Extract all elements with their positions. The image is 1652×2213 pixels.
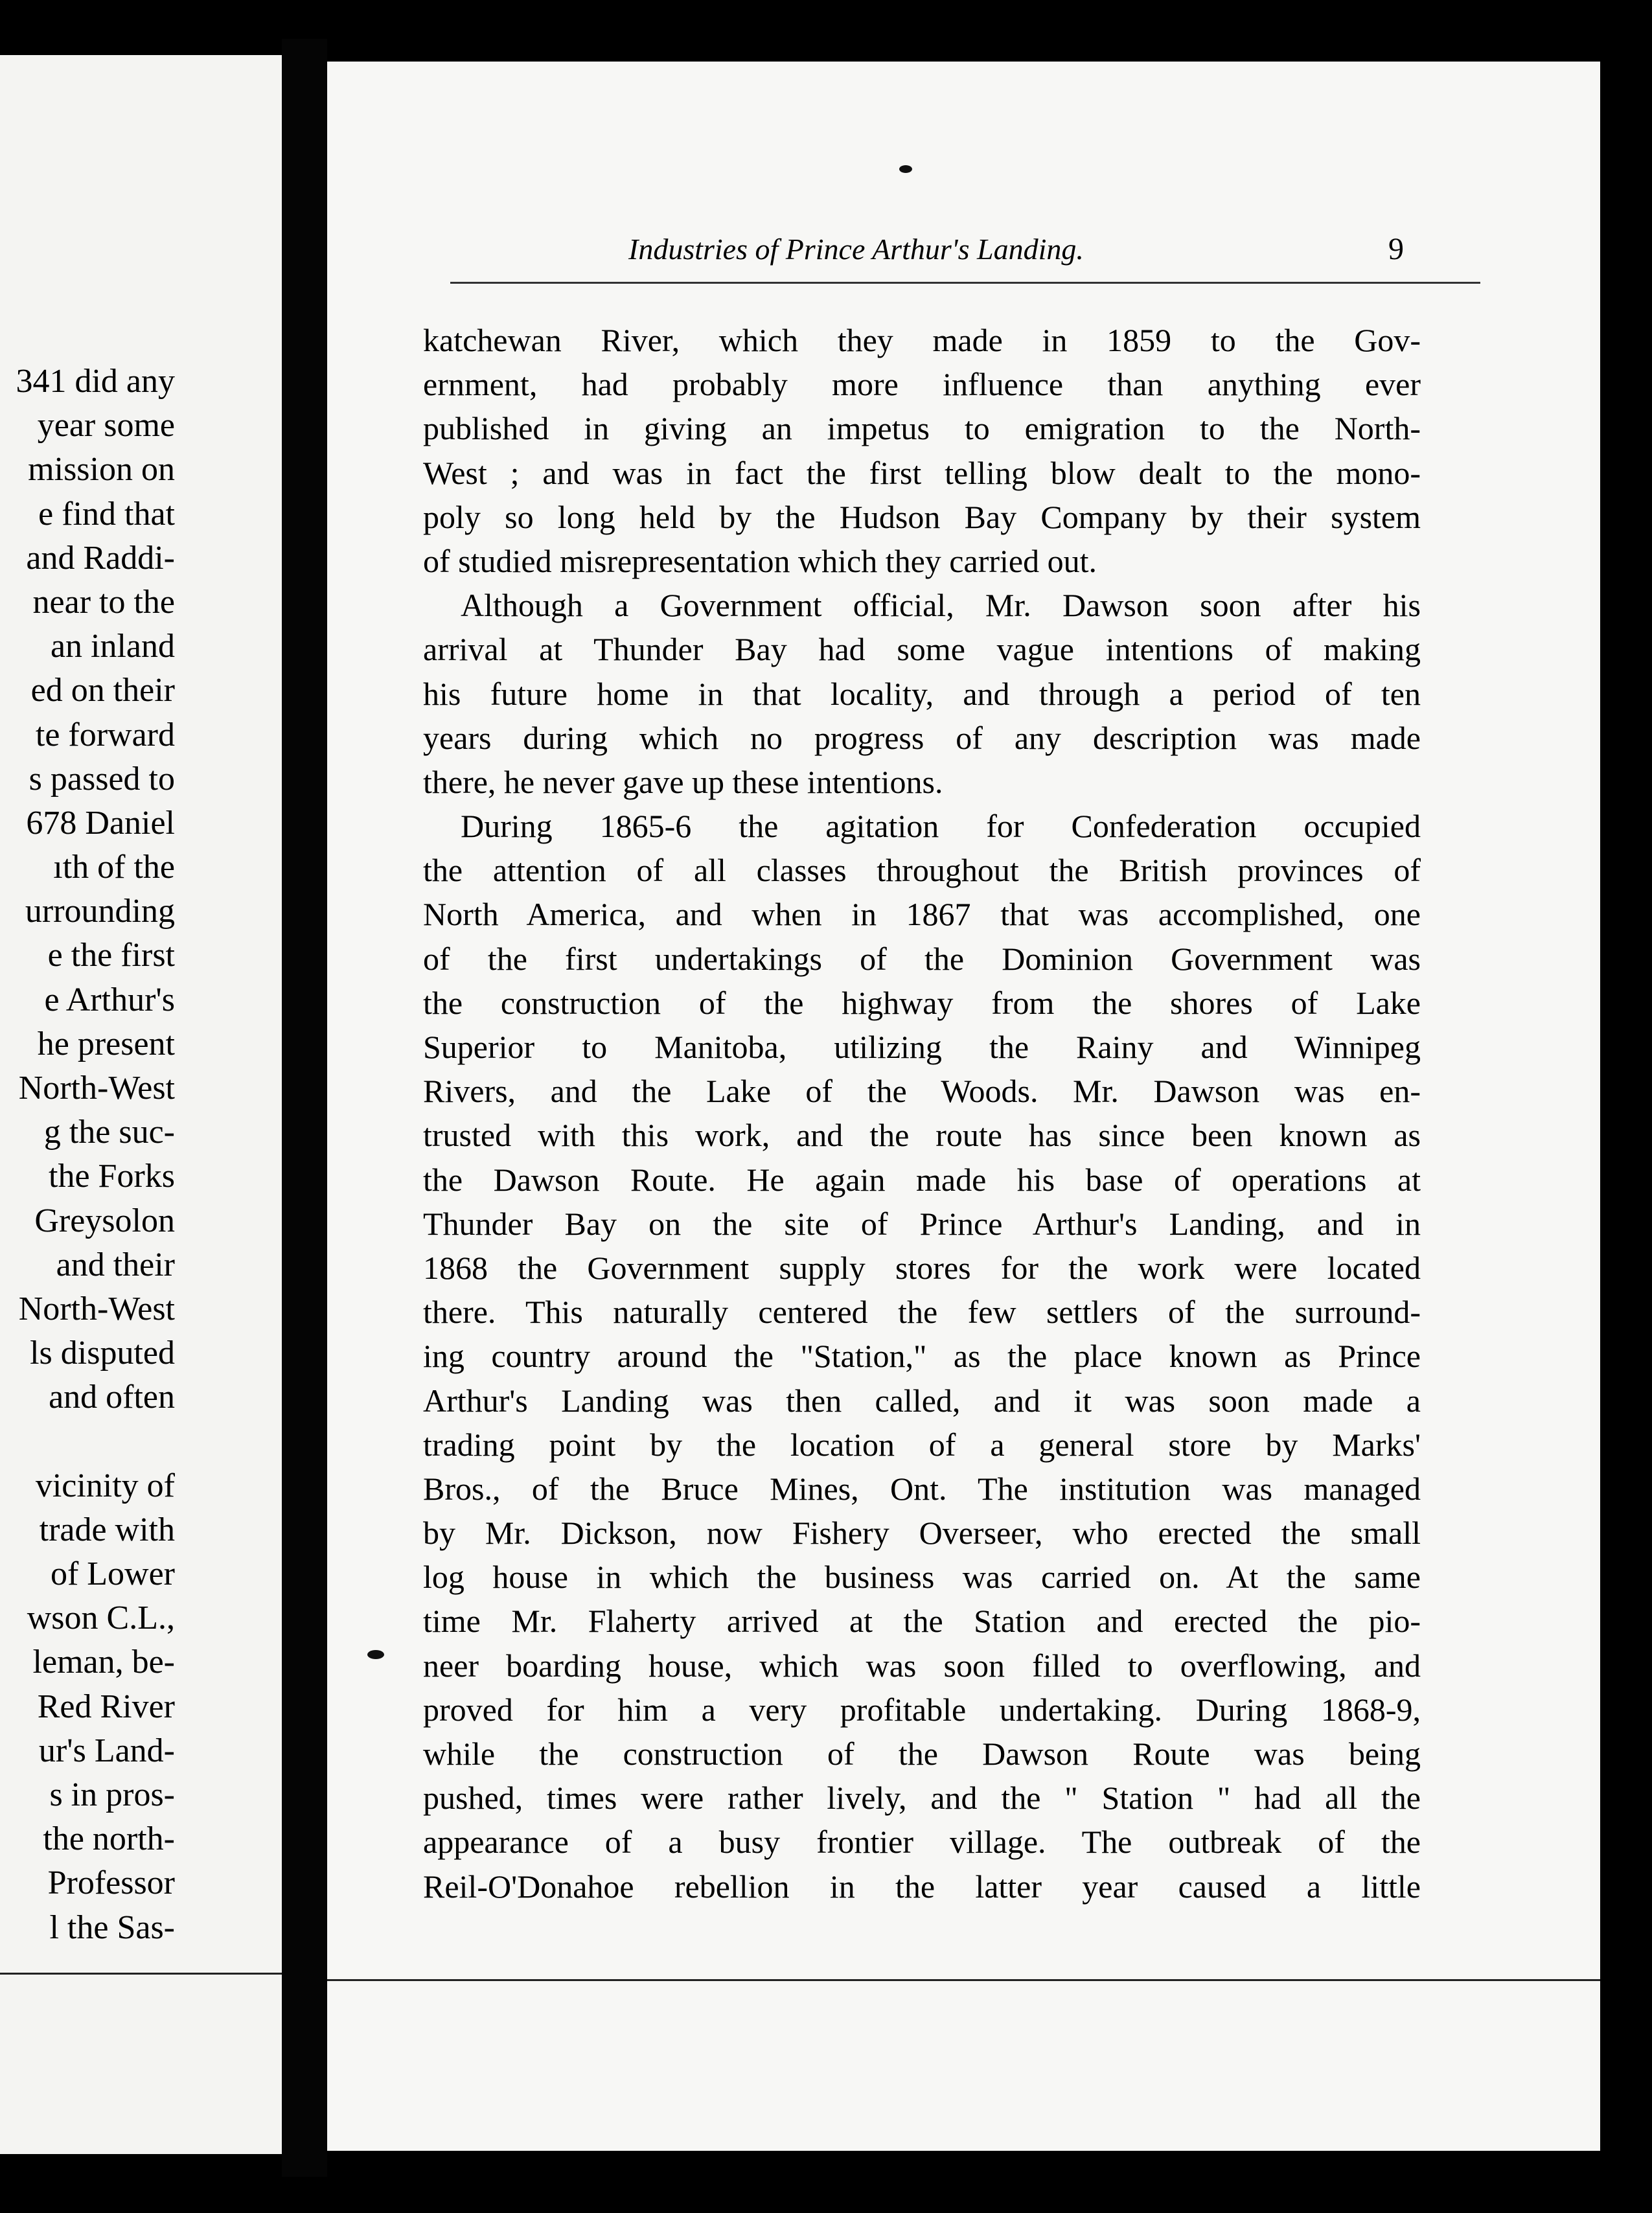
- body-line: poly so long held by the Hudson Bay Company by their system: [423, 498, 1421, 535]
- previous-page-line: 341 did any: [16, 363, 175, 400]
- page-header: [327, 224, 1600, 275]
- body-text: [423, 318, 1421, 1909]
- previous-page-line: the Forks: [49, 1158, 175, 1195]
- previous-page-line: North-West: [18, 1290, 175, 1327]
- body-line: of the first undertakings of the Dominion Government was: [423, 940, 1421, 977]
- previous-page-line: ed on their: [30, 672, 175, 709]
- previous-page-line: e Arthur's: [44, 981, 175, 1018]
- body-line: Although a Government official, Mr. Dawson soon after his: [461, 587, 1421, 624]
- page-number: 9: [1388, 232, 1404, 266]
- body-line: log house in which the business was carried on. At the same: [423, 1559, 1421, 1596]
- body-line: there. This naturally centered the few settlers of the surround-: [423, 1294, 1421, 1331]
- book-gutter: [282, 39, 327, 2177]
- body-line: trusted with this work, and the route has since been known as: [423, 1117, 1421, 1154]
- body-line: while the construction of the Dawson Route was being: [423, 1736, 1421, 1772]
- body-line: published in giving an impetus to emigration to the North-: [423, 410, 1421, 447]
- previous-page-line: e find that: [38, 495, 175, 533]
- body-line: Bros., of the Bruce Mines, Ont. The institution was managed: [423, 1470, 1421, 1507]
- previous-page-line: ur's Land-: [38, 1732, 175, 1769]
- body-line: Rivers, and the Lake of the Woods. Mr. Dawson was en-: [423, 1073, 1421, 1110]
- previous-page-fragment: [0, 55, 282, 2154]
- body-line: Arthur's Landing was then called, and it was soon made a: [423, 1382, 1421, 1419]
- previous-page-text: [0, 360, 175, 1950]
- previous-page-line: North-West: [18, 1070, 175, 1106]
- previous-page-line: and often: [49, 1379, 175, 1416]
- previous-page-line: vicinity of: [35, 1467, 175, 1504]
- previous-page-line: and their: [56, 1246, 175, 1283]
- previous-page-line: g the suc-: [43, 1114, 175, 1151]
- previous-page-line: s passed to: [29, 760, 175, 797]
- body-line: his future home in that locality, and through a period of ten: [423, 675, 1421, 712]
- previous-page-line: [0, 1420, 175, 1464]
- body-line: appearance of a busy frontier village. The outbreak of the: [423, 1824, 1421, 1861]
- previous-page-bottom-rule: [0, 1973, 282, 1975]
- previous-page-line: urrounding: [25, 893, 175, 930]
- body-line: time Mr. Flaherty arrived at the Station and erected the pio-: [423, 1603, 1421, 1640]
- previous-page-line: an inland: [50, 628, 175, 665]
- body-line: 1868 the Government supply stores for the work were located: [423, 1249, 1421, 1286]
- body-line: there, he never gave up these intentions.: [423, 763, 943, 800]
- running-title: Industries of Prince Arthur's Landing.: [628, 233, 1084, 266]
- ink-speck-top: [899, 165, 912, 173]
- body-line: trading point by the location of a general store by Marks': [423, 1426, 1421, 1463]
- previous-page-line: l the Sas-: [49, 1909, 175, 1946]
- previous-page-line: te forward: [35, 716, 175, 753]
- current-page: [327, 62, 1600, 2151]
- previous-page-line: mission on: [28, 451, 175, 488]
- previous-page-line: Red River: [37, 1688, 175, 1725]
- body-line: of studied misrepresentation which they carried out.: [423, 542, 1097, 579]
- previous-page-line: 678 Daniel: [26, 804, 175, 842]
- previous-page-line: trade with: [39, 1511, 175, 1548]
- header-rule: [450, 282, 1480, 284]
- previous-page-line: ıth of the: [53, 849, 175, 886]
- previous-page-line: of Lower: [50, 1555, 175, 1593]
- body-line: Reil-O'Donahoe rebellion in the latter year caused a little: [423, 1868, 1421, 1905]
- previous-page-line: near to the: [32, 583, 175, 621]
- body-line: North America, and when in 1867 that was accomplished, one: [423, 896, 1421, 933]
- previous-page-line: leman, be-: [32, 1644, 175, 1681]
- body-line: Superior to Manitoba, utilizing the Rainy and Winnipeg: [423, 1029, 1421, 1065]
- body-line: the Dawson Route. He again made his base of operations at: [423, 1161, 1421, 1198]
- body-line: the attention of all classes throughout the British provinces of: [423, 852, 1421, 889]
- body-line: During 1865-6 the agitation for Confederation occupied: [461, 808, 1421, 845]
- body-line: proved for him a very profitable undertaking. During 1868-9,: [423, 1691, 1421, 1728]
- previous-page-line: ls disputed: [30, 1335, 175, 1372]
- previous-page-line: Greysolon: [34, 1202, 175, 1239]
- body-line: by Mr. Dickson, now Fishery Overseer, who erected the small: [423, 1515, 1421, 1552]
- body-line: arrival at Thunder Bay had some vague intentions of making: [423, 631, 1421, 668]
- body-line: years during which no progress of any description was made: [423, 719, 1421, 756]
- previous-page-line: year some: [37, 407, 175, 444]
- previous-page-line: e the first: [47, 937, 175, 974]
- ink-smudge-margin: [367, 1650, 384, 1659]
- previous-page-line: the north-: [43, 1820, 175, 1858]
- previous-page-line: and Raddi-: [26, 539, 175, 577]
- previous-page-line: wson C.L.,: [27, 1600, 175, 1637]
- previous-page-line: he present: [37, 1025, 175, 1062]
- body-line: pushed, times were rather lively, and the " Station " had all the: [423, 1780, 1421, 1817]
- previous-page-line: s in pros-: [49, 1776, 175, 1813]
- body-line: the construction of the highway from the shores of Lake: [423, 984, 1421, 1021]
- body-line: neer boarding house, which was soon filled to overflowing, and: [423, 1647, 1421, 1684]
- body-line: katchewan River, which they made in 1859 to the Gov-: [423, 322, 1421, 358]
- body-line: ing country around the "Station," as the place known as Prince: [423, 1338, 1421, 1375]
- body-line: West ; and was in fact the first telling blow dealt to the mono-: [423, 454, 1421, 491]
- body-line: ernment, had probably more influence than anything ever: [423, 366, 1421, 403]
- page-bottom-rule: [327, 1979, 1600, 1981]
- previous-page-line: Professor: [47, 1864, 175, 1902]
- body-line: Thunder Bay on the site of Prince Arthur's Landing, and in: [423, 1205, 1421, 1242]
